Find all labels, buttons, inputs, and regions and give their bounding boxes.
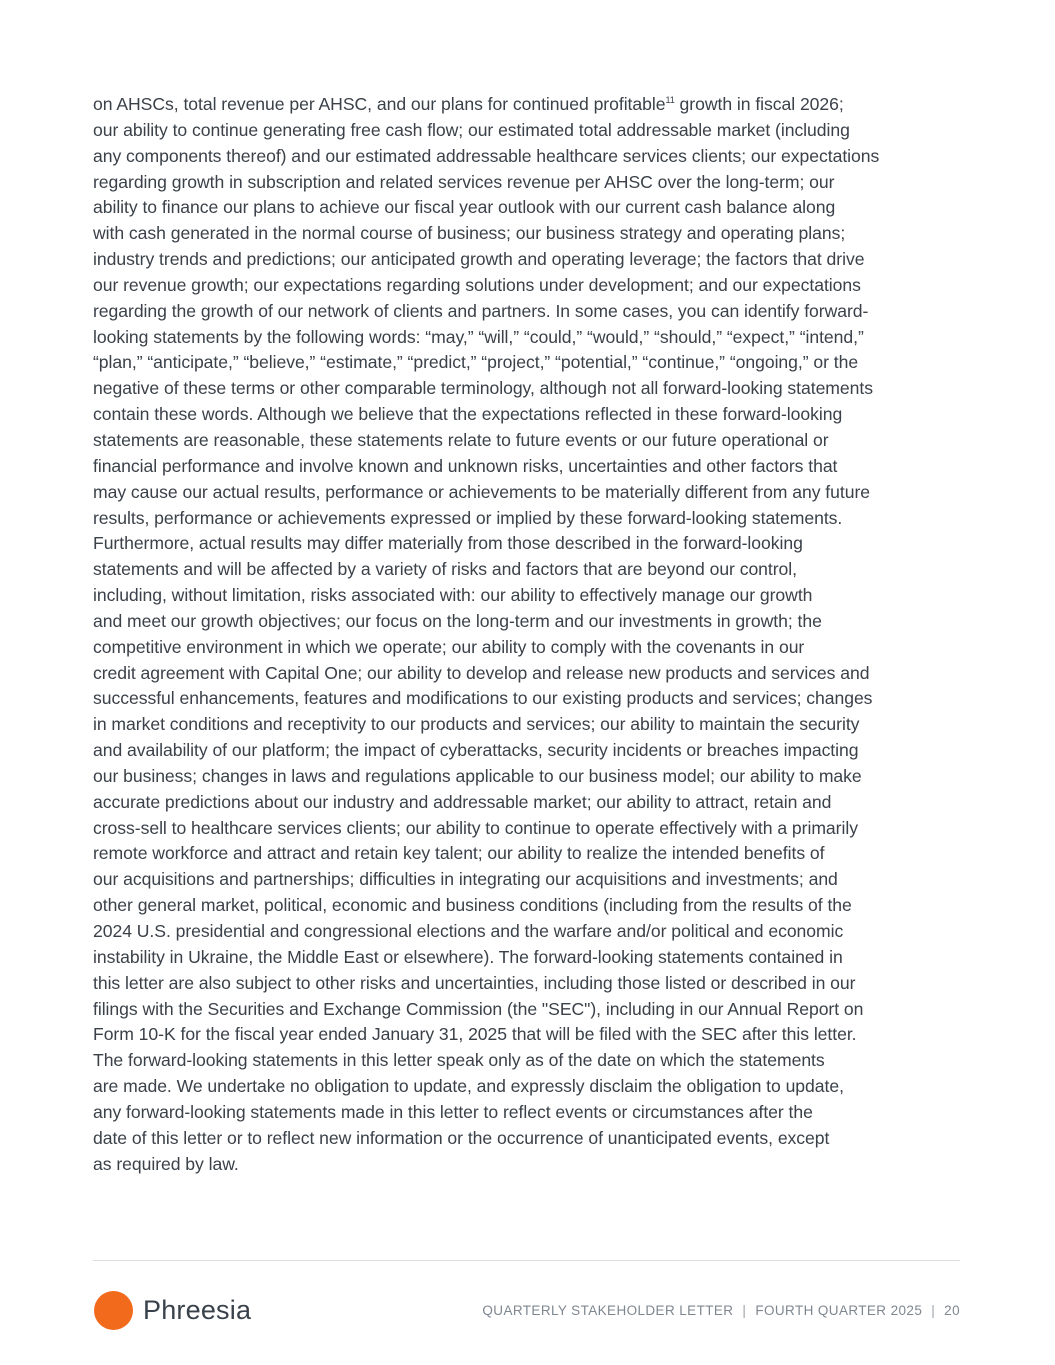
paragraph-line: Furthermore, actual results may differ materially from those described in the forward-looking <box>93 533 803 554</box>
footer-divider <box>93 1260 960 1261</box>
footnote-marker[interactable]: 11 <box>665 95 675 105</box>
body-paragraph <box>93 92 973 1177</box>
paragraph-line: cross-sell to healthcare services clients; our ability to continue to operate effectively with a primarily <box>93 817 858 838</box>
footer-separator: | <box>742 1303 747 1318</box>
footer-letter-label: QUARTERLY STAKEHOLDER LETTER <box>482 1303 734 1318</box>
paragraph-line: competitive environment in which we operate; our ability to comply with the covenants in our <box>93 636 805 657</box>
paragraph-line: this letter are also subject to other risks and uncertainties, including those listed or described in our <box>93 972 856 993</box>
phreesia-logo-text: Phreesia <box>143 1295 252 1325</box>
paragraph-line: in market conditions and receptivity to our products and services; our ability to maintain the security <box>93 714 860 735</box>
paragraph-line: any components thereof) and our estimated addressable healthcare services clients; our expectations <box>93 145 880 166</box>
paragraph-line: accurate predictions about our industry and addressable market; our ability to attract, retain and <box>93 791 832 812</box>
paragraph-line: industry trends and predictions; our anticipated growth and operating leverage; the factors that drive <box>93 249 865 270</box>
page-footer <box>482 1301 960 1321</box>
paragraph-line: statements and will be affected by a variety of risks and factors that are beyond our control, <box>93 559 797 580</box>
paragraph-line: our acquisitions and partnerships; difficulties in integrating our acquisitions and investments; and <box>93 869 838 890</box>
paragraph-line: 2024 U.S. presidential and congressional elections and the warfare and/or political and economic <box>93 921 844 941</box>
paragraph-line: successful enhancements, features and modifications to our existing products and services; changes <box>93 688 873 709</box>
paragraph-line: credit agreement with Capital One; our ability to develop and release new products and services and <box>93 662 870 683</box>
paragraph-line: as required by law. <box>93 1153 239 1174</box>
paragraph-line: contain these words. Although we believe that the expectations reflected in these forward-looking <box>93 404 843 425</box>
paragraph-line: our business; changes in laws and regulations applicable to our business model; our ability to make <box>93 765 862 786</box>
paragraph-line: including, without limitation, risks associated with: our ability to effectively manage our growth <box>93 585 813 606</box>
paragraph-line: Form 10-K for the fiscal year ended January 31, 2025 that will be filed with the SEC after this letter. <box>93 1024 857 1045</box>
page-number: 20 <box>944 1303 960 1318</box>
paragraph-line: filings with the Securities and Exchange Commission (the "SEC"), including in our Annual Report on <box>93 998 864 1019</box>
paragraph-line: “plan,” “anticipate,” “believe,” “estimate,” “predict,” “project,” “potential,” “continue,” “ongoing,” or the <box>93 352 859 373</box>
paragraph-line: financial performance and involve known and unknown risks, uncertainties and other factors that <box>93 455 838 476</box>
paragraph-line: any forward-looking statements made in this letter to reflect events or circumstances after the <box>93 1101 813 1122</box>
paragraph-line: instability in Ukraine, the Middle East or elsewhere). The forward-looking statements contained in <box>93 946 843 967</box>
paragraph-line: date of this letter or to reflect new information or the occurrence of unanticipated events, except <box>93 1127 830 1148</box>
paragraph-line: negative of these terms or other comparable terminology, although not all forward-looking statements <box>93 378 873 399</box>
paragraph-line: remote workforce and attract and retain key talent; our ability to realize the intended benefits of <box>93 843 825 864</box>
paragraph-line: The forward-looking statements in this letter speak only as of the date on which the statements <box>93 1050 825 1071</box>
paragraph-line: are made. We undertake no obligation to update, and expressly disclaim the obligation to update, <box>93 1076 844 1097</box>
paragraph-line: other general market, political, economic and business conditions (including from the results of the <box>93 895 852 916</box>
footer-separator: | <box>931 1303 936 1318</box>
paragraph-line: regarding the growth of our network of clients and partners. In some cases, you can identify forward- <box>93 300 869 321</box>
paragraph-line: results, performance or achievements expressed or implied by these forward-looking statements. <box>93 507 843 528</box>
paragraph-line: statements are reasonable, these statements relate to future events or our future operational or <box>93 429 829 450</box>
paragraph-line: on AHSCs, total revenue per AHSC, and our plans for continued profitable$^{11}$ growth in fiscal 2026; <box>93 94 844 114</box>
paragraph-line: and availability of our platform; the impact of cyberattacks, security incidents or breaches impacting <box>93 740 859 761</box>
paragraph-line: may cause our actual results, performance or achievements to be materially different from any future <box>93 481 870 502</box>
paragraph-line: with cash generated in the normal course of business; our business strategy and operating plans; <box>93 223 846 244</box>
paragraph-line: ability to finance our plans to achieve our fiscal year outlook with our current cash balance along <box>93 197 836 218</box>
paragraph-line: regarding growth in subscription and related services revenue per AHSC over the long-term; our <box>93 171 835 192</box>
paragraph-line: our ability to continue generating free cash flow; our estimated total addressable market (including <box>93 119 850 140</box>
phreesia-logo-icon <box>94 1291 133 1330</box>
paragraph-line: our revenue growth; our expectations regarding solutions under development; and our expectations <box>93 274 861 295</box>
paragraph-line: and meet our growth objectives; our focus on the long-term and our investments in growth; the <box>93 610 822 631</box>
footer-quarter-label: FOURTH QUARTER 2025 <box>755 1303 923 1318</box>
paragraph-line: looking statements by the following words: “may,” “will,” “could,” “would,” “should,” “expect,” “intend,” <box>93 326 864 347</box>
